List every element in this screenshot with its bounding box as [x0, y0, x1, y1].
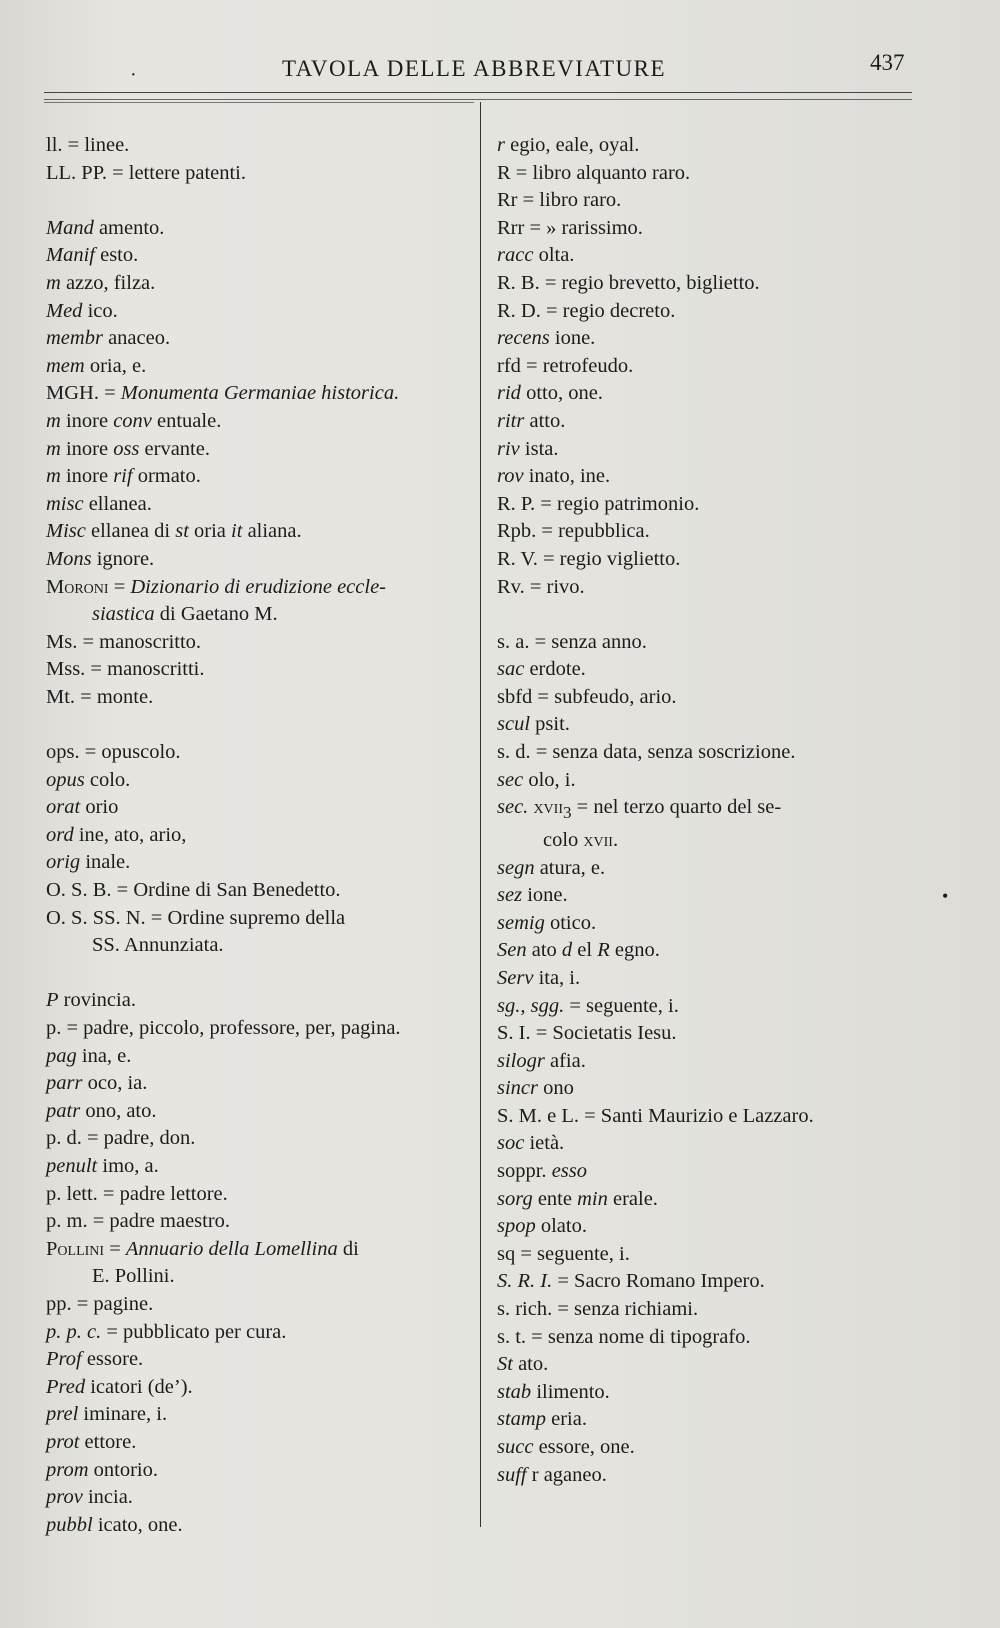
entry-text: Manif	[46, 244, 95, 267]
entry-text: entuale.	[151, 409, 222, 432]
abbreviation-entry	[497, 187, 937, 215]
abbreviation-entry	[46, 1015, 476, 1043]
entry-text: ll. = linee.	[46, 134, 130, 156]
abbreviation-entry	[46, 1208, 476, 1236]
abbreviation-entry	[497, 1324, 937, 1352]
entry-text: S. M. e L. = Santi Maurizio e Lazzaro.	[497, 1104, 814, 1127]
entry-text: ista.	[519, 437, 559, 460]
entry-text: stamp	[497, 1408, 546, 1431]
entry-text: oco, ia.	[82, 1072, 148, 1095]
entry-text: ellanea di	[85, 520, 176, 543]
entry-text: inale.	[80, 851, 131, 874]
abbreviation-entry	[497, 993, 937, 1021]
header-rule-thin	[44, 102, 474, 103]
entry-text: di	[337, 1237, 359, 1260]
entry-text: eria.	[545, 1408, 587, 1431]
right-column	[497, 132, 937, 1489]
entry-text: esso	[551, 1160, 587, 1183]
abbreviation-entry	[497, 518, 937, 546]
entry-text: riv	[497, 437, 520, 460]
entry-text: ita, i.	[533, 966, 581, 989]
entry-text: prov	[46, 1486, 83, 1509]
entry-text: = Sacro Romano Impero.	[552, 1270, 765, 1293]
abbreviation-entry	[497, 1462, 937, 1490]
abbreviation-entry	[46, 463, 476, 491]
entry-text: ormato.	[132, 465, 201, 488]
entry-text: min	[577, 1187, 608, 1210]
abbreviation-entry	[497, 1130, 937, 1158]
entry-text: soc	[497, 1132, 525, 1155]
abbreviation-entry	[46, 408, 476, 436]
entry-text: racc	[497, 244, 534, 267]
entry-text: s. a. = senza anno.	[497, 630, 647, 653]
abbreviation-entry	[497, 910, 937, 938]
left-column	[46, 132, 476, 1539]
entry-text: p. = padre, piccolo, professore, per, pagina.	[46, 1017, 401, 1039]
entry-text: di Gaetano M.	[154, 603, 278, 626]
entry-text: olo, i.	[523, 768, 576, 791]
entry-text: sec.	[497, 796, 529, 819]
entry-text: rif	[113, 465, 133, 488]
entry-text: Mand	[46, 216, 94, 239]
abbreviation-entry	[497, 965, 937, 993]
entry-text: sq = seguente, i.	[497, 1242, 630, 1265]
abbreviation-entry	[46, 132, 476, 160]
abbreviation-entry	[497, 711, 937, 739]
abbreviation-entry	[497, 882, 937, 910]
entry-text: R. B. = regio brevetto, biglietto.	[497, 271, 760, 294]
entry-text: erale.	[607, 1187, 658, 1210]
entry-text: R	[597, 939, 610, 962]
entry-text: p. d. = padre, don.	[46, 1127, 196, 1150]
entry-text: E. Pollini.	[92, 1265, 175, 1288]
entry-text: sez	[497, 884, 523, 907]
abbreviation-entry	[46, 1457, 476, 1485]
abbreviation-entry	[497, 380, 937, 408]
entry-text: icatori (de’).	[85, 1375, 193, 1398]
entry-text: erdote.	[524, 658, 586, 681]
entry-text: m	[46, 437, 61, 460]
header-dot: ·	[130, 64, 137, 86]
entry-text: Rrr = » rarissimo.	[497, 216, 643, 239]
entry-text: O. S. B. = Ordine di San Benedetto.	[46, 879, 341, 902]
entry-text: sec	[497, 768, 524, 791]
entry-text: sincr	[497, 1077, 538, 1100]
entry-text: essore.	[81, 1348, 144, 1371]
abbreviation-entry	[46, 905, 476, 933]
entry-text: Rr = libro raro.	[497, 189, 622, 212]
entry-text: Rv. = rivo.	[497, 575, 585, 598]
entry-text: Mt. = monte.	[46, 685, 154, 708]
abbreviation-entry	[497, 656, 937, 684]
abbreviation-entry	[46, 1512, 476, 1540]
entry-text: .	[612, 828, 619, 851]
entry-text: rid	[497, 382, 521, 405]
entry-text: Sen	[497, 939, 527, 962]
abbreviation-entry	[497, 1296, 937, 1324]
entry-text: rov	[497, 465, 524, 488]
abbreviation-entry	[497, 325, 937, 353]
entry-text: R = libro alquanto raro.	[497, 161, 691, 184]
entry-text: aliana.	[242, 520, 302, 543]
entry-text: psit.	[530, 713, 570, 736]
entry-text: ione.	[549, 327, 596, 350]
entry-text: ente	[532, 1187, 578, 1210]
abbreviation-entry	[497, 160, 937, 188]
entry-text: R. D. = regio decreto.	[497, 299, 676, 322]
entry-text: s. t. = senza nome di tipografo.	[497, 1325, 751, 1348]
abbreviation-entry	[46, 1401, 476, 1429]
entry-text: ord	[46, 823, 74, 846]
entry-text: Misc	[46, 520, 86, 543]
abbreviation-entry	[46, 794, 476, 822]
abbreviation-entry	[46, 436, 476, 464]
entry-text: inore	[60, 465, 114, 488]
entry-text: R. P. = regio patrimonio.	[497, 492, 700, 515]
abbreviation-entry	[46, 1153, 476, 1181]
abbreviation-entry	[497, 298, 937, 326]
abbreviation-entry	[46, 242, 476, 270]
entry-text: amento.	[93, 216, 165, 239]
entry-text: Mons	[46, 547, 92, 570]
entry-text: sg., sgg.	[497, 994, 565, 1017]
entry-text: oria	[188, 520, 232, 543]
abbreviation-entry	[497, 767, 937, 795]
abbreviation-entry	[497, 1241, 937, 1269]
entry-text: egio, eale, oyal.	[504, 134, 640, 156]
entry-text: rfd = retrofeudo.	[497, 354, 634, 377]
entry-text: membr	[46, 327, 103, 350]
entry-text: incia.	[82, 1486, 133, 1509]
entry-text: pubbl	[46, 1513, 93, 1536]
abbreviation-entry	[46, 1374, 476, 1402]
entry-text: d	[561, 939, 573, 962]
abbreviation-entry	[46, 1181, 476, 1209]
abbreviation-entry	[46, 546, 476, 574]
entry-text: Mss. = manoscritti.	[46, 658, 205, 681]
entry-text: S. R. I.	[497, 1270, 553, 1293]
entry-text: ilimento.	[531, 1380, 610, 1403]
entry-text: orig	[46, 851, 81, 874]
abbreviation-entry	[497, 1351, 937, 1379]
entry-text: inore	[60, 437, 114, 460]
abbreviation-entry	[497, 270, 937, 298]
abbreviation-entry	[497, 463, 937, 491]
entry-text: m	[46, 409, 61, 432]
abbreviation-entry	[497, 1158, 937, 1186]
entry-text: atura, e.	[534, 856, 606, 879]
entry-text: = pubblicato per cura.	[101, 1320, 287, 1343]
entry-text: S. I. = Societatis Iesu.	[497, 1022, 677, 1045]
abbreviation-entry	[497, 242, 937, 270]
section-gap	[497, 601, 937, 629]
abbreviation-entry	[497, 1048, 937, 1076]
entry-text: ione.	[522, 884, 568, 907]
abbreviation-entry	[46, 684, 476, 712]
entry-text: st	[175, 520, 189, 543]
entry-text: pag	[46, 1044, 77, 1067]
abbreviation-entry	[497, 1186, 937, 1214]
entry-text: m	[46, 271, 61, 294]
entry-text: Rpb. = repubblica.	[497, 520, 650, 543]
stray-mark: •	[942, 886, 949, 906]
entry-text: azzo, filza.	[60, 271, 156, 294]
entry-text: semig	[497, 911, 545, 934]
entry-text: sorg	[497, 1187, 533, 1210]
entry-text: colo	[543, 828, 584, 851]
entry-text: Serv	[497, 966, 534, 989]
abbreviation-entry	[497, 1379, 937, 1407]
entry-text: Ms. = manoscritto.	[46, 630, 202, 653]
entry-text: R. V. = regio viglietto.	[497, 547, 681, 570]
entry-text: anaceo.	[102, 327, 171, 350]
abbreviation-entry	[497, 1075, 937, 1103]
entry-text: SS. Annunziata.	[92, 934, 224, 957]
abbreviation-entry	[497, 436, 937, 464]
entry-text: suff	[497, 1463, 527, 1486]
entry-text: s. rich. = senza richiami.	[497, 1298, 699, 1321]
entry-text: atto.	[524, 409, 566, 432]
section-gap	[46, 960, 476, 988]
entry-text: r aganeo.	[526, 1463, 607, 1486]
entry-text: ettore.	[79, 1430, 137, 1453]
entry-text: =	[108, 575, 131, 598]
abbreviation-entry	[46, 1236, 476, 1264]
entry-text: Med	[46, 299, 83, 322]
entry-text: ina, e.	[76, 1044, 132, 1067]
abbreviation-entry	[497, 353, 937, 381]
abbreviation-entry	[46, 656, 476, 684]
abbreviation-entry	[46, 1098, 476, 1126]
abbreviation-entry-continuation	[46, 601, 476, 629]
abbreviation-entry	[497, 937, 937, 965]
abbreviation-entry	[497, 491, 937, 519]
abbreviation-entry	[497, 739, 937, 767]
entry-text: soppr.	[497, 1160, 552, 1183]
entry-text: ine, ato, ario,	[73, 823, 187, 846]
entry-text: Monumenta Germaniae historica.	[120, 382, 400, 405]
entry-text: sac	[497, 658, 525, 681]
entry-text: LL. PP. = lettere patenti.	[46, 161, 247, 184]
entry-text: inato, ine.	[523, 465, 611, 488]
entry-text: iminare, i.	[78, 1403, 168, 1426]
abbreviation-entry	[46, 1346, 476, 1374]
entry-text: penult	[46, 1154, 98, 1177]
entry-text: m	[46, 465, 61, 488]
entry-text: olta.	[533, 244, 575, 267]
entry-text: sbfd = subfeudo, ario.	[497, 685, 677, 708]
abbreviation-entry	[497, 629, 937, 657]
abbreviation-entry	[497, 1020, 937, 1048]
abbreviation-entry	[46, 353, 476, 381]
entry-text: ietà.	[524, 1132, 565, 1155]
entry-text: xvii	[583, 828, 613, 851]
entry-text: scul	[497, 713, 531, 736]
entry-text: oria, e.	[84, 354, 147, 377]
abbreviation-entry	[46, 987, 476, 1015]
entry-text: ellanea.	[83, 492, 152, 515]
abbreviation-entry-continuation	[46, 932, 476, 960]
entry-text: p. lett. = padre lettore.	[46, 1182, 228, 1205]
abbreviation-entry	[46, 1125, 476, 1153]
abbreviation-entry	[46, 270, 476, 298]
entry-text: Dizionario di erudizione eccle-	[130, 575, 387, 598]
entry-text: ervante.	[139, 437, 210, 460]
entry-text: patr	[46, 1099, 81, 1122]
entry-text: pp. = pagine.	[46, 1292, 154, 1315]
abbreviation-entry	[46, 849, 476, 877]
entry-text: imo, a.	[97, 1154, 159, 1177]
entry-text: parr	[46, 1072, 83, 1095]
abbreviation-entry	[497, 794, 937, 827]
entry-text: inore	[60, 409, 114, 432]
abbreviation-entry	[497, 574, 937, 602]
entry-text: recens	[497, 327, 550, 350]
abbreviation-entry	[46, 574, 476, 602]
abbreviation-entry	[46, 1319, 476, 1347]
abbreviation-entry	[46, 325, 476, 353]
entry-text: St	[497, 1353, 513, 1376]
abbreviation-entry	[46, 491, 476, 519]
entry-text: afia.	[544, 1049, 586, 1072]
abbreviation-entry	[46, 822, 476, 850]
entry-text: ignore.	[91, 547, 155, 570]
abbreviation-entry	[46, 1043, 476, 1071]
entry-text: ono	[538, 1077, 574, 1100]
abbreviation-entry	[497, 408, 937, 436]
abbreviation-entry	[46, 1291, 476, 1319]
abbreviation-entry	[46, 215, 476, 243]
entry-text: ico.	[82, 299, 118, 322]
entry-text: = seguente, i.	[564, 994, 679, 1017]
entry-text: egno.	[609, 939, 660, 962]
abbreviation-entry	[46, 518, 476, 546]
entry-text: Pred	[46, 1375, 86, 1398]
entry-text: ops. = opuscolo.	[46, 741, 181, 764]
entry-text: ato	[526, 939, 562, 962]
entry-text: r	[497, 134, 505, 156]
entry-text: P	[46, 989, 59, 1012]
entry-text: Annuario della Lomellina	[125, 1237, 338, 1260]
abbreviation-entry	[497, 215, 937, 243]
abbreviation-entry	[46, 1070, 476, 1098]
column-divider	[480, 102, 481, 1527]
entry-text: mem	[46, 354, 85, 377]
entry-text: Prof	[46, 1348, 82, 1371]
entry-text: siastica	[92, 603, 155, 626]
abbreviation-entry-continuation	[497, 827, 937, 855]
entry-text: oss	[113, 437, 140, 460]
entry-text: it	[231, 520, 243, 543]
entry-text: s. d. = senza data, senza soscrizione.	[497, 741, 796, 764]
entry-text: essore, one.	[533, 1436, 635, 1458]
entry-text: ato.	[512, 1353, 549, 1376]
abbreviation-entry	[497, 1103, 937, 1131]
entry-text: orat	[46, 796, 81, 819]
entry-text: orio	[80, 796, 119, 819]
abbreviation-entry	[46, 1484, 476, 1512]
entry-text: prel	[46, 1403, 79, 1426]
entry-text: p. m. = padre maestro.	[46, 1210, 231, 1233]
page-header-title: TAVOLA DELLE ABBREVIATURE	[282, 56, 667, 81]
entry-text: prom	[46, 1458, 89, 1481]
entry-text: =	[104, 1237, 126, 1260]
abbreviation-entry	[497, 1406, 937, 1434]
entry-text: opus	[46, 768, 85, 791]
entry-text: O. S. SS. N. = Ordine supremo della	[46, 906, 346, 929]
abbreviation-entry	[46, 767, 476, 795]
abbreviation-entry	[497, 684, 937, 712]
entry-text: 3	[562, 803, 572, 823]
entry-text: succ	[497, 1436, 534, 1458]
abbreviation-entry	[46, 160, 476, 188]
entry-text: conv	[113, 409, 152, 432]
abbreviation-entry	[497, 1434, 937, 1462]
abbreviation-entry	[46, 298, 476, 326]
entry-text: = nel terzo quarto del se-	[571, 796, 782, 819]
entry-text: p. p. c.	[46, 1320, 102, 1343]
entry-text: xvii	[533, 796, 563, 819]
entry-text: olato.	[535, 1215, 587, 1238]
entry-text: otico.	[544, 911, 597, 934]
abbreviation-entry-continuation	[46, 1263, 476, 1291]
section-gap	[46, 187, 476, 215]
entry-text: prot	[46, 1430, 80, 1453]
section-gap	[46, 711, 476, 739]
page-number: 437	[870, 50, 905, 75]
entry-text: rovincia.	[58, 989, 136, 1012]
abbreviation-entry	[46, 739, 476, 767]
entry-text: otto, one.	[520, 382, 603, 405]
entry-text: segn	[497, 856, 535, 879]
abbreviation-entry	[46, 1429, 476, 1457]
entry-text: stab	[497, 1380, 532, 1403]
entry-text: ontorio.	[88, 1458, 158, 1481]
entry-text: ono, ato.	[80, 1099, 157, 1122]
abbreviation-entry	[46, 877, 476, 905]
header-rule	[44, 92, 912, 100]
abbreviation-entry	[46, 629, 476, 657]
abbreviation-entry	[46, 380, 476, 408]
abbreviation-entry	[497, 1213, 937, 1241]
abbreviation-entry	[497, 132, 937, 160]
abbreviation-entry	[497, 546, 937, 574]
entry-text: misc	[46, 492, 84, 515]
entry-text: spop	[497, 1215, 536, 1238]
entry-text: Moroni	[46, 575, 109, 598]
abbreviation-entry	[497, 1268, 937, 1296]
entry-text: icato, one.	[92, 1513, 183, 1536]
entry-text: esto.	[94, 244, 139, 267]
entry-text: ritr	[497, 409, 525, 432]
entry-text: MGH. =	[46, 382, 121, 405]
entry-text: silogr	[497, 1049, 545, 1072]
entry-text: Pollini	[46, 1237, 105, 1260]
entry-text: el	[572, 939, 598, 962]
abbreviation-entry	[497, 855, 937, 883]
entry-text: colo.	[84, 768, 131, 791]
